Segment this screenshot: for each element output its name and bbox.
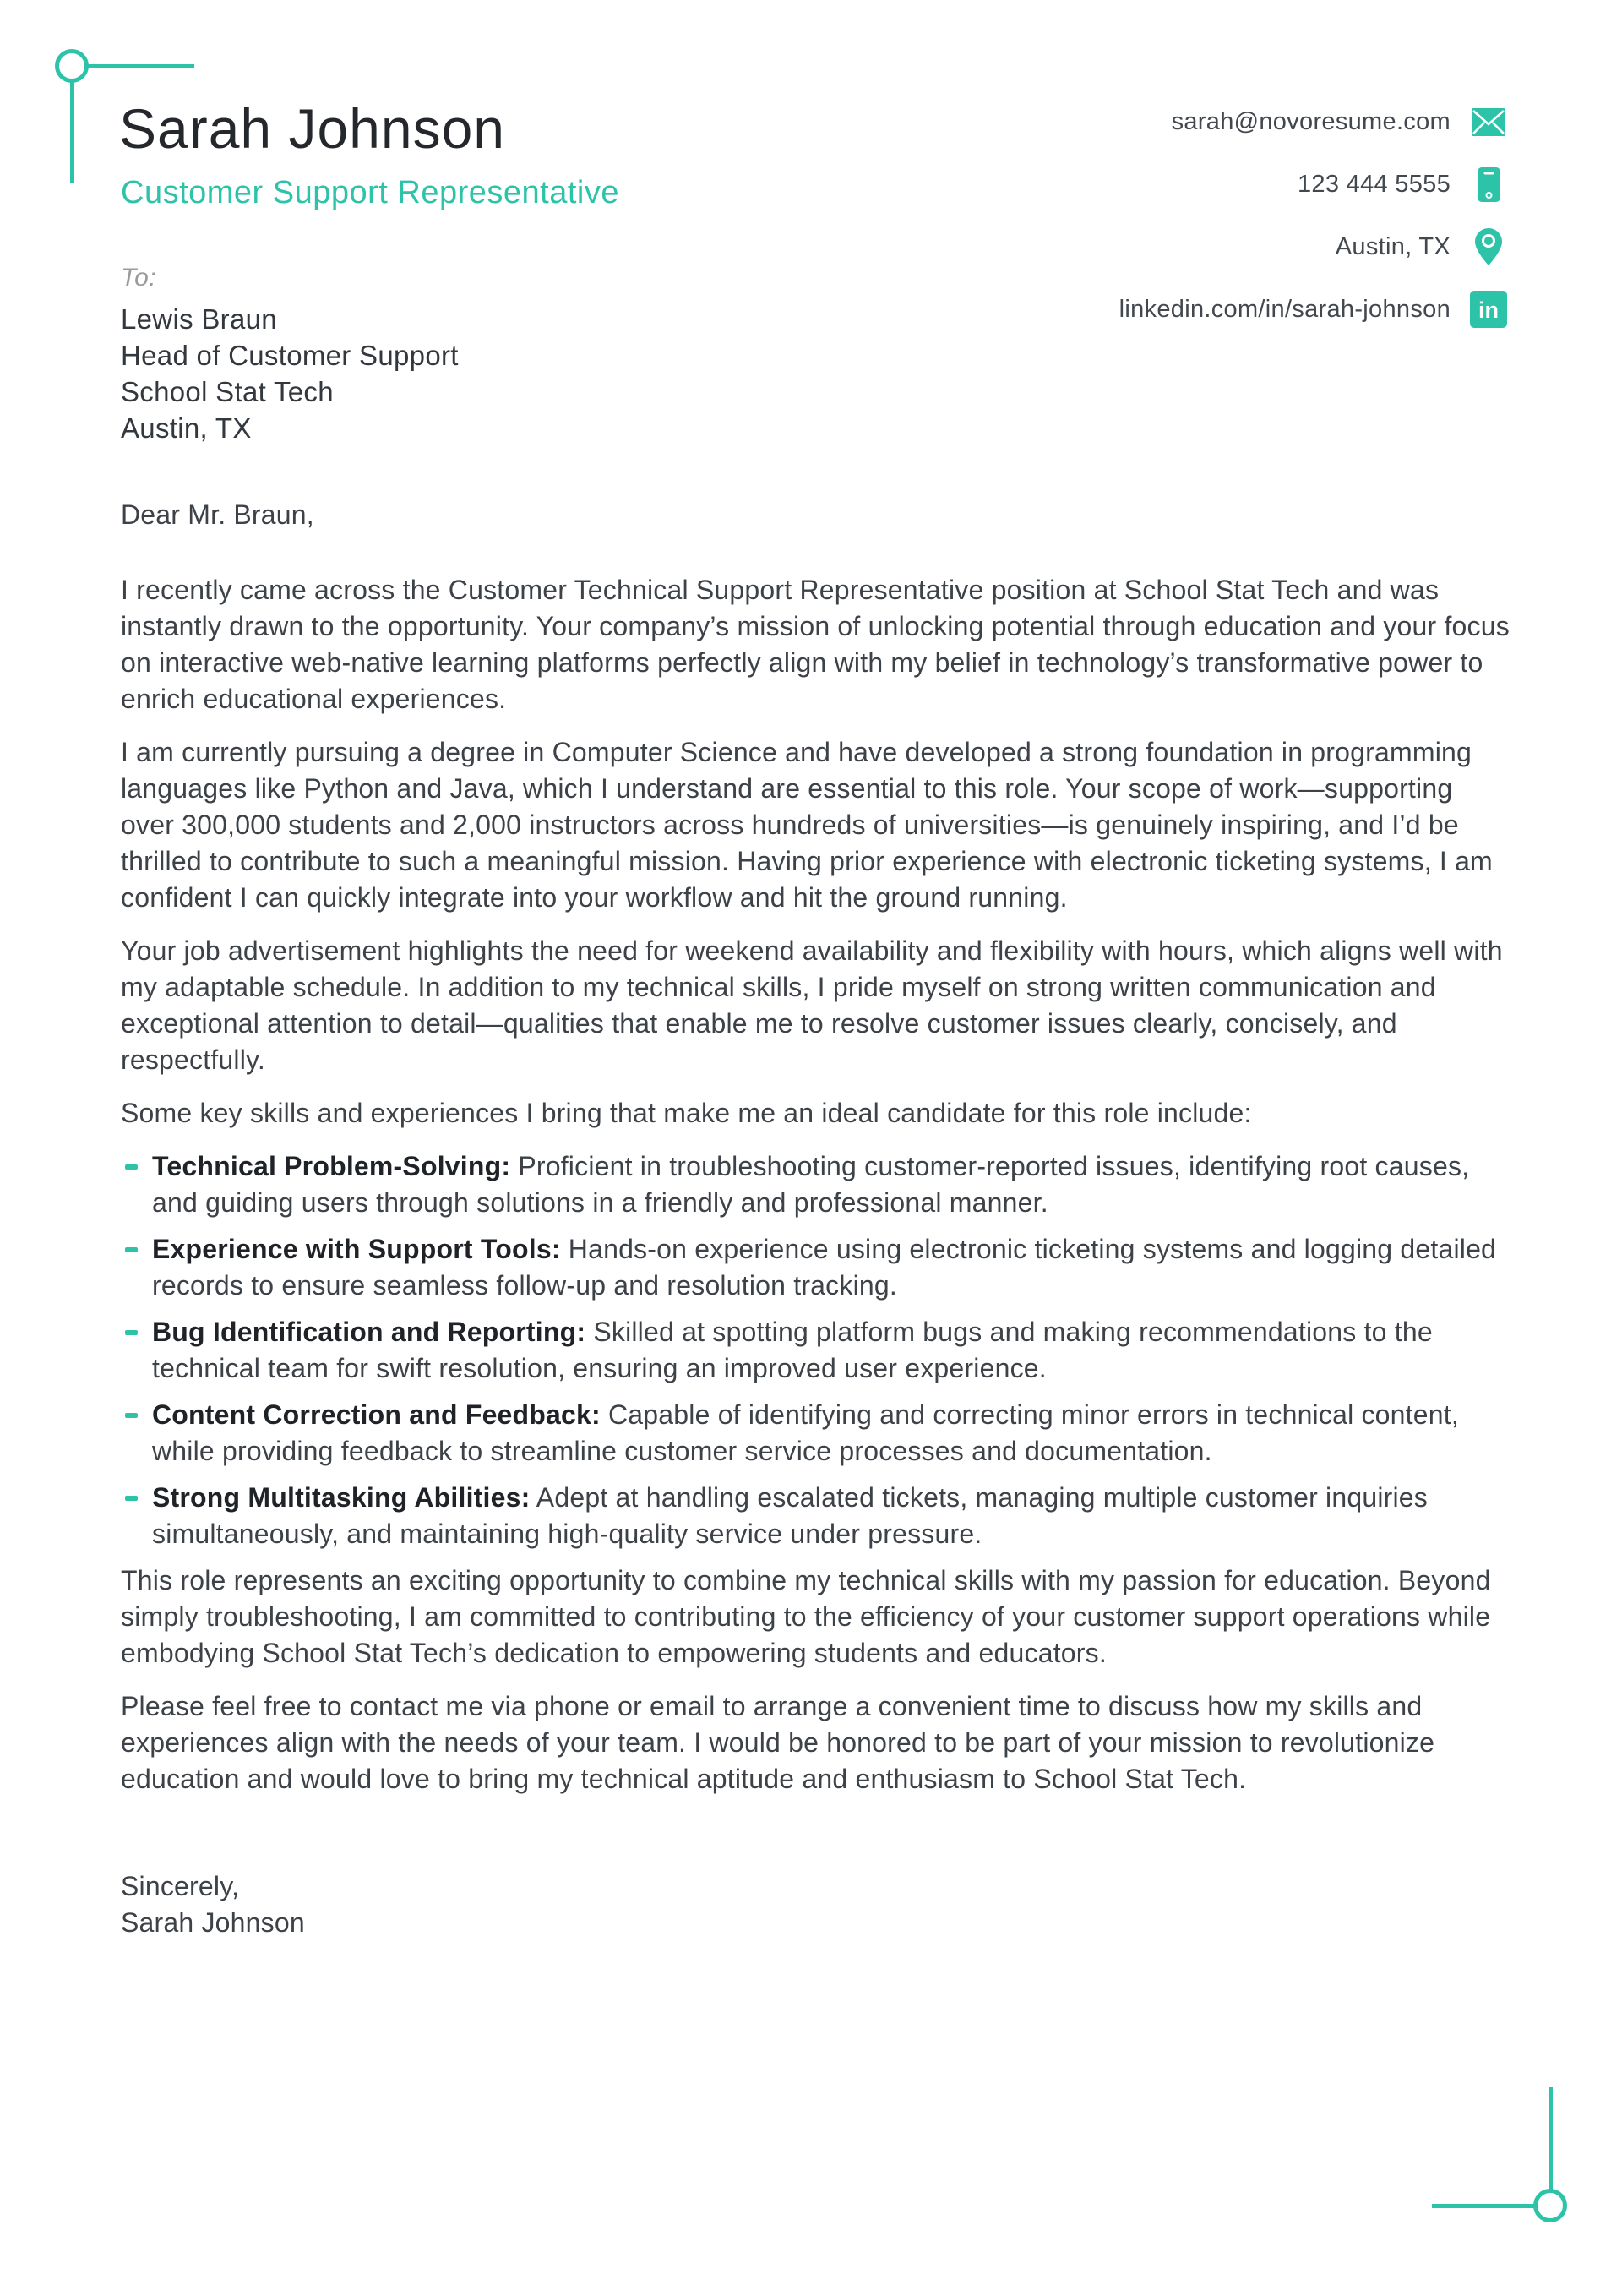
candidate-job-title: Customer Support Representative <box>121 175 620 210</box>
top-left-ornament-hline <box>88 64 194 68</box>
recipient-name: Lewis Braun <box>121 303 277 335</box>
skills-list <box>121 1148 1510 1552</box>
phone-value: 123 444 5555 <box>1298 170 1451 198</box>
bullet-title: Bug Identification and Reporting: <box>152 1317 586 1347</box>
linkedin-value: linkedin.com/in/sarah-johnson <box>1119 295 1451 323</box>
to-label: To: <box>121 264 157 292</box>
contact-row-linkedin <box>1119 291 1508 328</box>
paragraph-availability: Your job advertisement highlights the need for weekend availability and flexibility with hours, which aligns well with my adaptable schedule. In addition to my technical skills, I pride myself on strong written communication and exceptional attention to detail—qualities that enable me to resolve customer issues clearly, concisely, and respectfully. <box>121 935 1503 1075</box>
recipient-block <box>121 264 459 446</box>
bullet-title: Content Correction and Feedback: <box>152 1399 601 1430</box>
bullet-title: Technical Problem-Solving: <box>152 1151 511 1181</box>
envelope-icon <box>1469 108 1508 136</box>
paragraph-value: This role represents an exciting opportunity to combine my technical skills with my passion for education. Beyond simply troubleshooting, I am committed to contributing to the efficiency of your customer support operations while embodying School Stat Tech’s dedication to empowering students and educators. <box>121 1565 1491 1668</box>
list-item <box>121 1314 1510 1387</box>
top-left-ornament-vline <box>70 82 74 183</box>
recipient-location: Austin, TX <box>121 412 252 444</box>
bottom-right-ornament-vline <box>1549 2087 1553 2190</box>
map-pin-icon <box>1469 228 1508 265</box>
recipient-company: School Stat Tech <box>121 376 334 407</box>
list-item <box>121 1231 1510 1304</box>
contact-info <box>1119 103 1508 353</box>
bullet-text: Hands-on experience using electronic ticketing systems and logging detailed records to ensure seamless follow-up and resolution tracking. <box>152 1234 1497 1301</box>
email-value: sarah@novoresume.com <box>1171 107 1451 135</box>
bullet-text: Capable of identifying and correcting minor errors in technical content, while providing feedback to streamline customer service processes and documentation. <box>152 1399 1459 1466</box>
signature-name: Sarah Johnson <box>121 1907 305 1938</box>
svg-text:in: in <box>1478 297 1499 323</box>
paragraph-intro: I recently came across the Customer Technical Support Representative position at School Stat Tech and was instantly drawn to the opportunity. Your company’s mission of unlocking potential through education and your focus on interactive web-native learning platforms perfectly align with my belief in technology’s transformative power to enrich educational experiences. <box>121 575 1510 714</box>
bullet-text: Proficient in troubleshooting customer-reported issues, identifying root causes, and guiding users through solutions in a friendly and professional manner. <box>152 1151 1470 1218</box>
bullet-text: Skilled at spotting platform bugs and making recommendations to the technical team for swift resolution, ensuring an improved user experience. <box>152 1317 1433 1383</box>
salutation: Dear Mr. Braun, <box>121 499 314 530</box>
paragraph-background: I am currently pursuing a degree in Computer Science and have developed a strong foundation in programming languages like Python and Java, which I understand are essential to this role. Your scope of work—supporting over 300,000 students and 2,000 instructors across hundreds of universities—is genuinely inspiring, and I’d be thrilled to contribute to such a meaningful mission. Having prior experience with electronic ticketing systems, I am confident I can quickly integrate into your workflow and hit the ground running. <box>121 737 1493 913</box>
contact-row-email <box>1119 103 1508 140</box>
recipient-title: Head of Customer Support <box>121 340 459 371</box>
signature-block <box>121 1868 1510 1941</box>
smartphone-icon <box>1469 167 1508 202</box>
contact-row-location <box>1119 228 1508 265</box>
paragraph-call-to-action: Please feel free to contact me via phone or email to arrange a convenient time to discuss how my skills and experiences align with the needs of your team. I would be honored to be part of your mission to revolutionize education and would love to bring my technical aptitude and enthusiasm to School Stat Tech. <box>121 1691 1435 1794</box>
linkedin-icon <box>1469 291 1508 328</box>
contact-row-phone <box>1119 166 1508 203</box>
top-left-ornament-circle <box>55 49 89 83</box>
bullet-title: Experience with Support Tools: <box>152 1234 561 1264</box>
bottom-right-ornament-hline <box>1432 2204 1534 2208</box>
bottom-right-ornament-circle <box>1533 2189 1567 2222</box>
bullet-title: Strong Multitasking Abilities: <box>152 1482 531 1513</box>
list-item <box>121 1480 1510 1552</box>
signoff: Sincerely, <box>121 1871 240 1901</box>
list-item <box>121 1397 1510 1470</box>
skills-intro: Some key skills and experiences I bring that make me an ideal candidate for this role include: <box>121 1098 1252 1128</box>
bullet-text: Adept at handling escalated tickets, managing multiple customer inquiries simultaneously, and maintaining high-quality service under pressure. <box>152 1482 1428 1549</box>
list-item <box>121 1148 1510 1221</box>
location-value: Austin, TX <box>1335 232 1451 260</box>
candidate-name: Sarah Johnson <box>119 97 505 160</box>
letter-body <box>121 497 1510 1941</box>
